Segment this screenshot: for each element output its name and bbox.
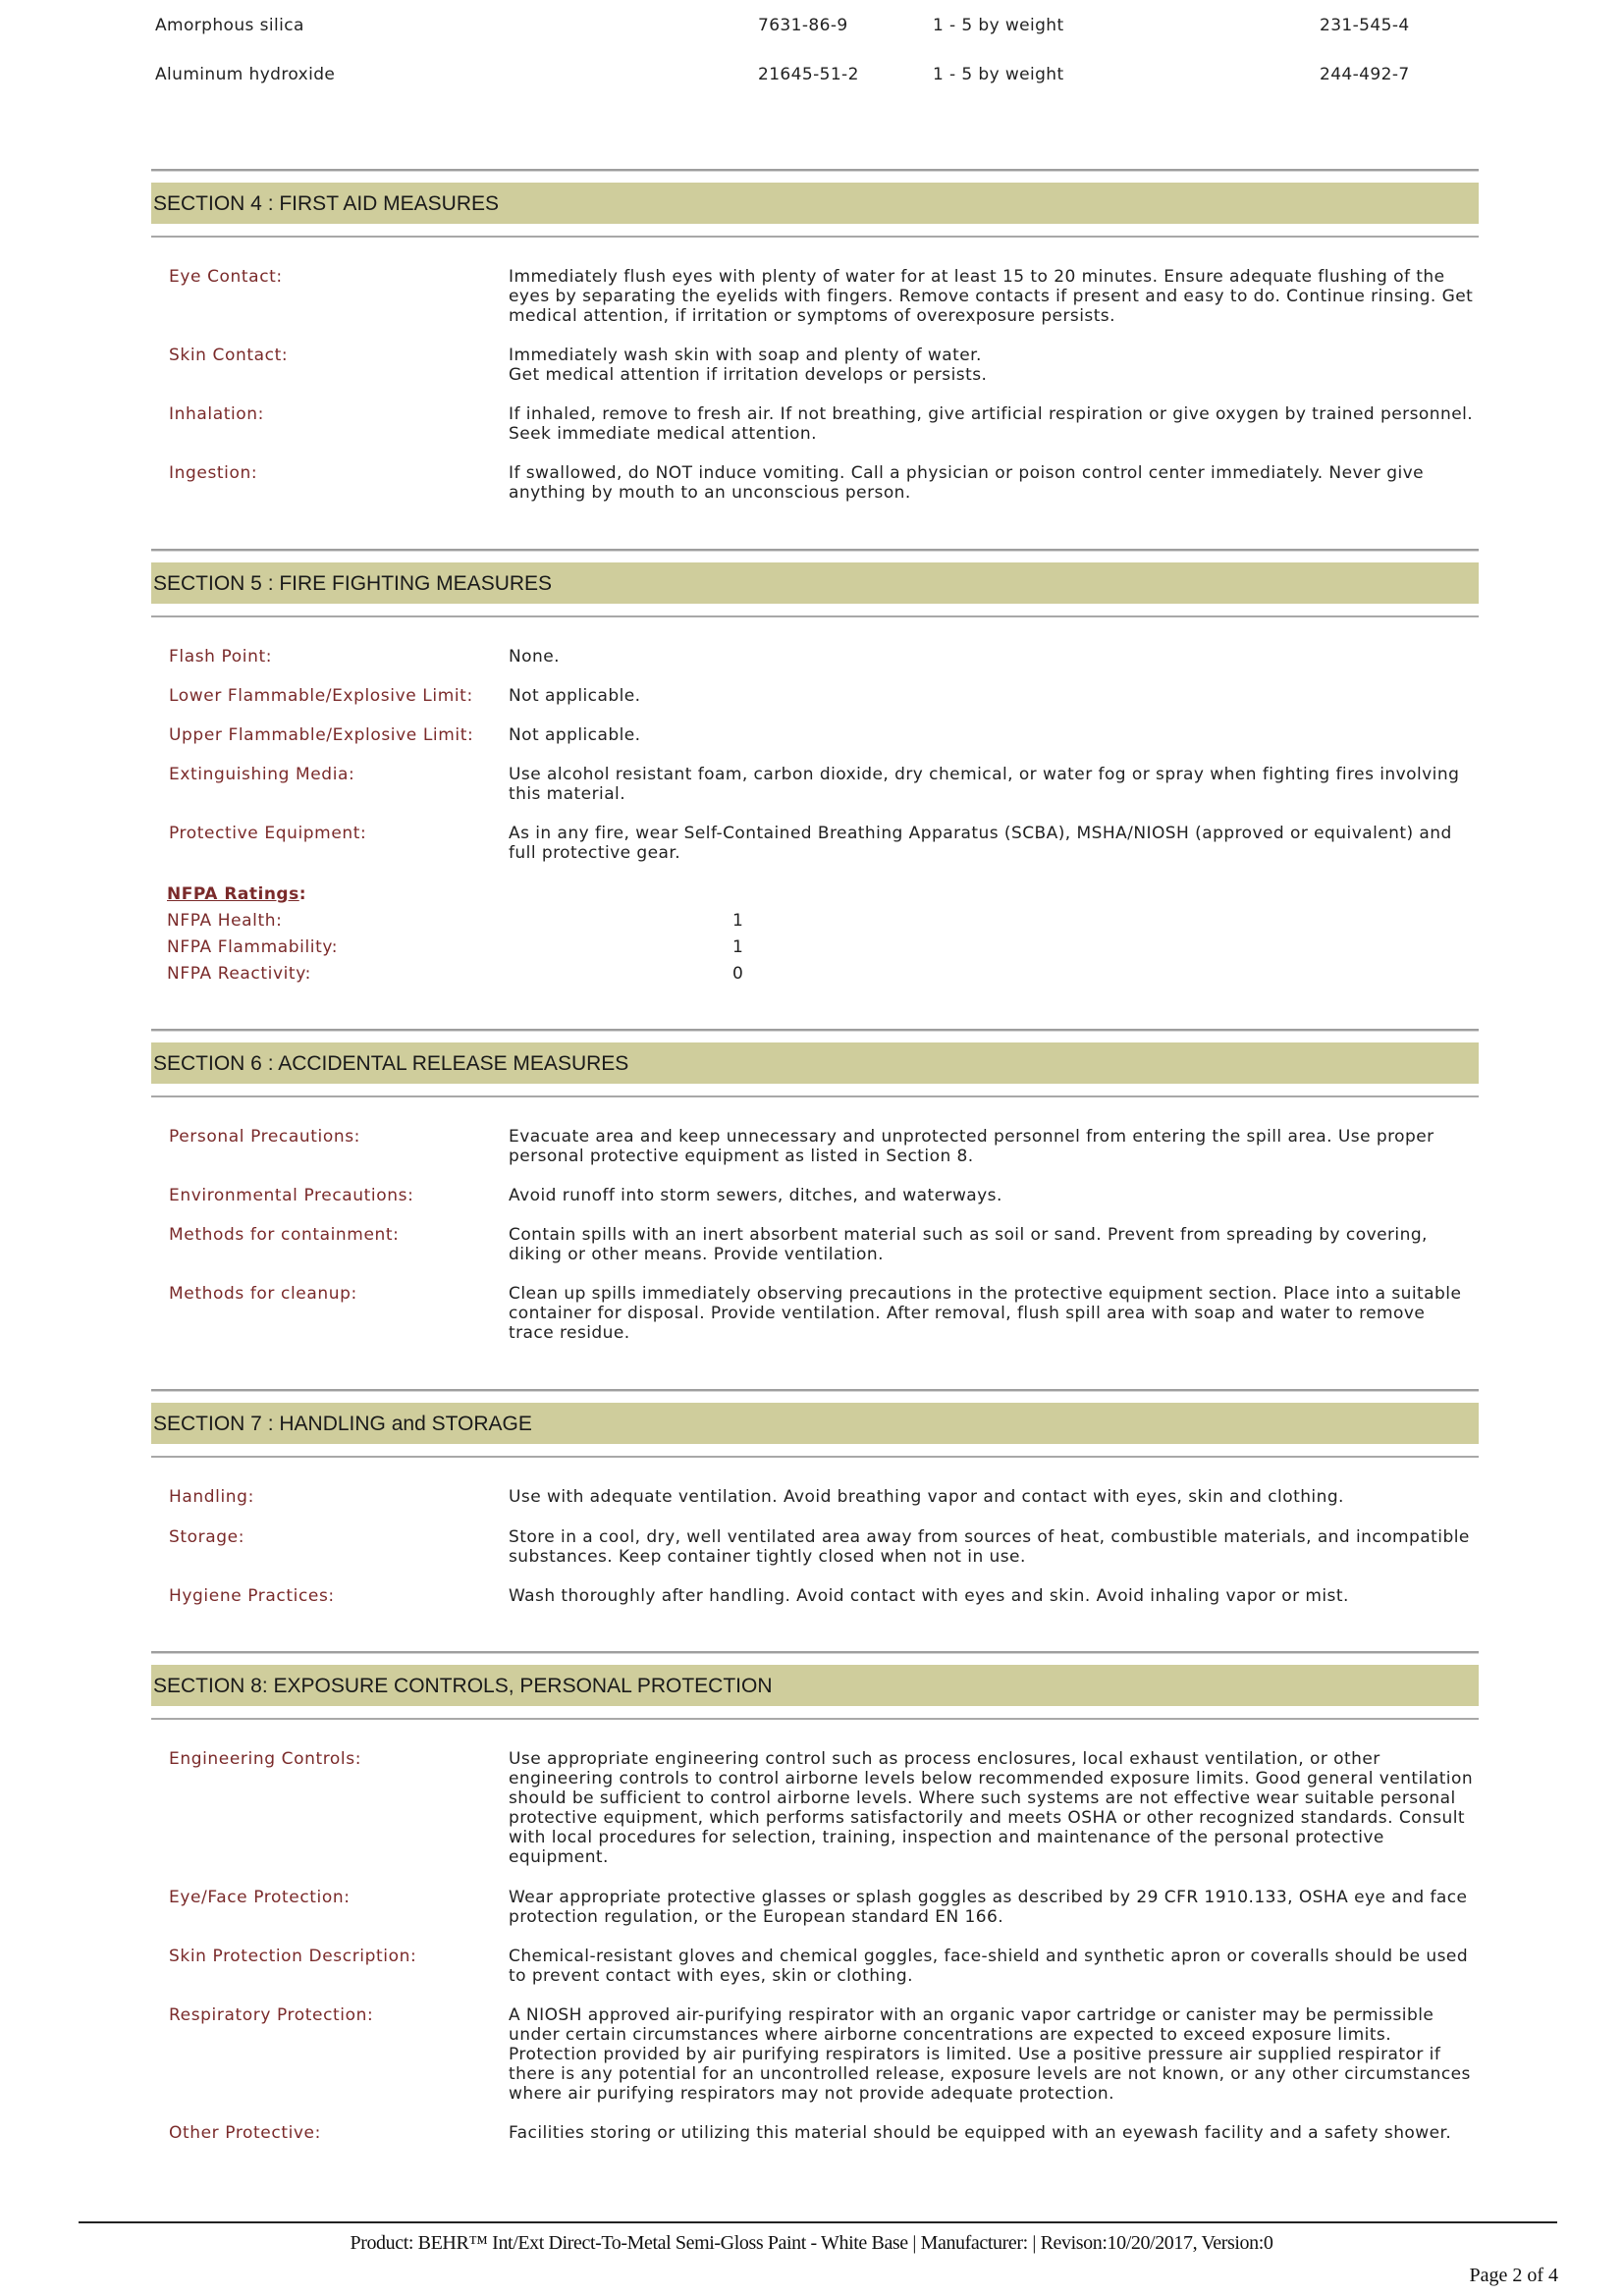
section-header [151,183,1479,224]
ec-number: 231-545-4 [1320,16,1410,35]
field-value-line: Immediately wash skin with soap and plenty of water. [509,346,982,365]
field-value: Contain spills with an inert absorbent material such as soil or sand. Prevent from spreading by covering, diking or other means. Provide ventilation. [509,1225,1428,1264]
field-value: Avoid runoff into storm sewers, ditches, and waterways. [509,1186,1002,1205]
field-label: Respiratory Protection: [169,2005,374,2025]
field-label: Eye Contact: [169,267,283,287]
field-value [509,346,1475,385]
ingredient-name: Aluminum hydroxide [155,65,336,84]
field-value: Store in a cool, dry, well ventilated area away from sources of heat, combustible materials, and incompatible substances. Keep container tightly closed when not in use. [509,1527,1470,1567]
field-label: Skin Protection Description: [169,1947,417,1966]
field-value: Wear appropriate protective glasses or splash goggles as described by 29 CFR 1910.133, OSHA eye and face protection regulation, or the European standard EN 166. [509,1888,1468,1927]
section-title: SECTION 4 : FIRST AID MEASURES [153,192,500,215]
nfpa-ratings-colon: : [298,884,307,904]
footer-product-info: Product: BEHR™ Int/Ext Direct-To-Metal Semi-Gloss Paint - White Base | Manufacturer: | Revison:10/20/2017, Version:0 [350,2232,1273,2254]
field-label: Hygiene Practices: [169,1586,335,1606]
field-value: Use with adequate ventilation. Avoid breathing vapor and contact with eyes, skin and clothing. [509,1487,1344,1507]
section-header [151,1403,1479,1444]
field-value: Wash thoroughly after handling. Avoid contact with eyes and skin. Avoid inhaling vapor or mist. [509,1586,1349,1606]
percent-by-weight: 1 - 5 by weight [933,65,1064,84]
field-value: Use alcohol resistant foam, carbon dioxide, dry chemical, or water fog or spray when fighting fires involving this material. [509,765,1460,804]
section-title: SECTION 7 : HANDLING and STORAGE [153,1413,532,1435]
page-number: Page 2 of 4 [1469,2265,1558,2286]
ec-number: 244-492-7 [1320,65,1410,84]
ingredient-name: Amorphous silica [155,16,304,35]
field-label: Personal Precautions: [169,1127,360,1147]
field-value: If inhaled, remove to fresh air. If not breathing, give artificial respiration or give oxygen by trained personnel. Seek immediate medical attention. [509,404,1474,444]
composition-row [155,16,1481,39]
section-title: SECTION 5 : FIRE FIGHTING MEASURES [153,572,553,595]
field-label: Inhalation: [169,404,265,424]
field-label: Methods for cleanup: [169,1284,357,1304]
nfpa-label: NFPA Health: [167,911,283,931]
field-label: Flash Point: [169,647,273,667]
field-value: A NIOSH approved air-purifying respirator with an organic vapor cartridge or canister may be permissible under certain circumstances where airborne concentrations are expected to exceed exposure limits. Protection provided by air purifying respirators is limited. Use a positive pressure air supplied respirator if there is any potential for an uncontrolled release, exposure levels are not known, or any other circumstances where air purifying respirators may not provide adequate protection. [509,2005,1471,2104]
field-value: Facilities storing or utilizing this material should be equipped with an eyewash facility and a safety shower. [509,2123,1452,2143]
field-value: If swallowed, do NOT induce vomiting. Call a physician or poison control center immediately. Never give anything by mouth to an unconscious person. [509,463,1425,503]
nfpa-ratings-heading-text: NFPA Ratings [167,884,299,904]
nfpa-row [167,964,756,988]
field-label: Extinguishing Media: [169,765,355,784]
nfpa-value: 1 [732,911,744,931]
field-value: Chemical-resistant gloves and chemical goggles, face-shield and synthetic apron or coveralls should be used to prevent contact with eyes, skin or clothing. [509,1947,1469,1986]
percent-by-weight: 1 - 5 by weight [933,16,1064,35]
field-label: Methods for containment: [169,1225,400,1245]
footer-divider [79,2221,1557,2223]
cas-number: 7631-86-9 [758,16,848,35]
section-header [151,562,1479,604]
field-value: None. [509,647,561,667]
field-value: Clean up spills immediately observing precautions in the protective equipment section. Place into a suitable container for disposal. Provide ventilation. After removal, flush spill area with soap and water to remove trace residue. [509,1284,1462,1343]
field-value: Use appropriate engineering control such as process enclosures, local exhaust ventilation, or other engineering controls to control airborne levels below recommended exposure limits. Good general ventilation should be sufficient to control airborne levels. Where such systems are not effective wear suitable personal protective equipment, which performs satisfactorily and meets OSHA or other recognized standards. Consult with local procedures for selection, training, inspection and maintenance of the personal protective equipment. [509,1749,1474,1867]
field-value: Not applicable. [509,686,641,706]
nfpa-value: 1 [732,937,744,957]
field-label: Ingestion: [169,463,258,483]
nfpa-row [167,911,756,934]
composition-row [155,65,1481,88]
nfpa-ratings-heading [167,884,306,904]
field-value-line: Get medical attention if irritation develops or persists. [509,365,988,385]
field-label: Skin Contact: [169,346,289,365]
nfpa-label: NFPA Flammability: [167,937,339,957]
field-label: Environmental Precautions: [169,1186,414,1205]
nfpa-label: NFPA Reactivity: [167,964,311,984]
field-label: Lower Flammable/Explosive Limit: [169,686,473,706]
field-label: Handling: [169,1487,254,1507]
field-label: Upper Flammable/Explosive Limit: [169,725,474,745]
field-label: Storage: [169,1527,245,1547]
section-header [151,1665,1479,1706]
field-value: Not applicable. [509,725,641,745]
nfpa-row [167,937,756,961]
field-label: Other Protective: [169,2123,321,2143]
field-label: Protective Equipment: [169,824,367,843]
section-header [151,1042,1479,1084]
section-title: SECTION 6 : ACCIDENTAL RELEASE MEASURES [153,1052,629,1075]
field-label: Eye/Face Protection: [169,1888,351,1907]
field-value: As in any fire, wear Self-Contained Breathing Apparatus (SCBA), MSHA/NIOSH (approved or equivalent) and full protective gear. [509,824,1452,863]
cas-number: 21645-51-2 [758,65,859,84]
field-label: Engineering Controls: [169,1749,362,1769]
nfpa-value: 0 [732,964,744,984]
field-value: Evacuate area and keep unnecessary and unprotected personnel from entering the spill area. Use proper personal protective equipment as listed in Section 8. [509,1127,1434,1166]
section-title: SECTION 8: EXPOSURE CONTROLS, PERSONAL PROTECTION [153,1675,773,1697]
field-value: Immediately flush eyes with plenty of water for at least 15 to 20 minutes. Ensure adequate flushing of the eyes by separating the eyelids with fingers. Remove contacts if present and easy to do. Continue rinsing. Get medical attention, if irritation or symptoms of overexposure persists. [509,267,1474,326]
